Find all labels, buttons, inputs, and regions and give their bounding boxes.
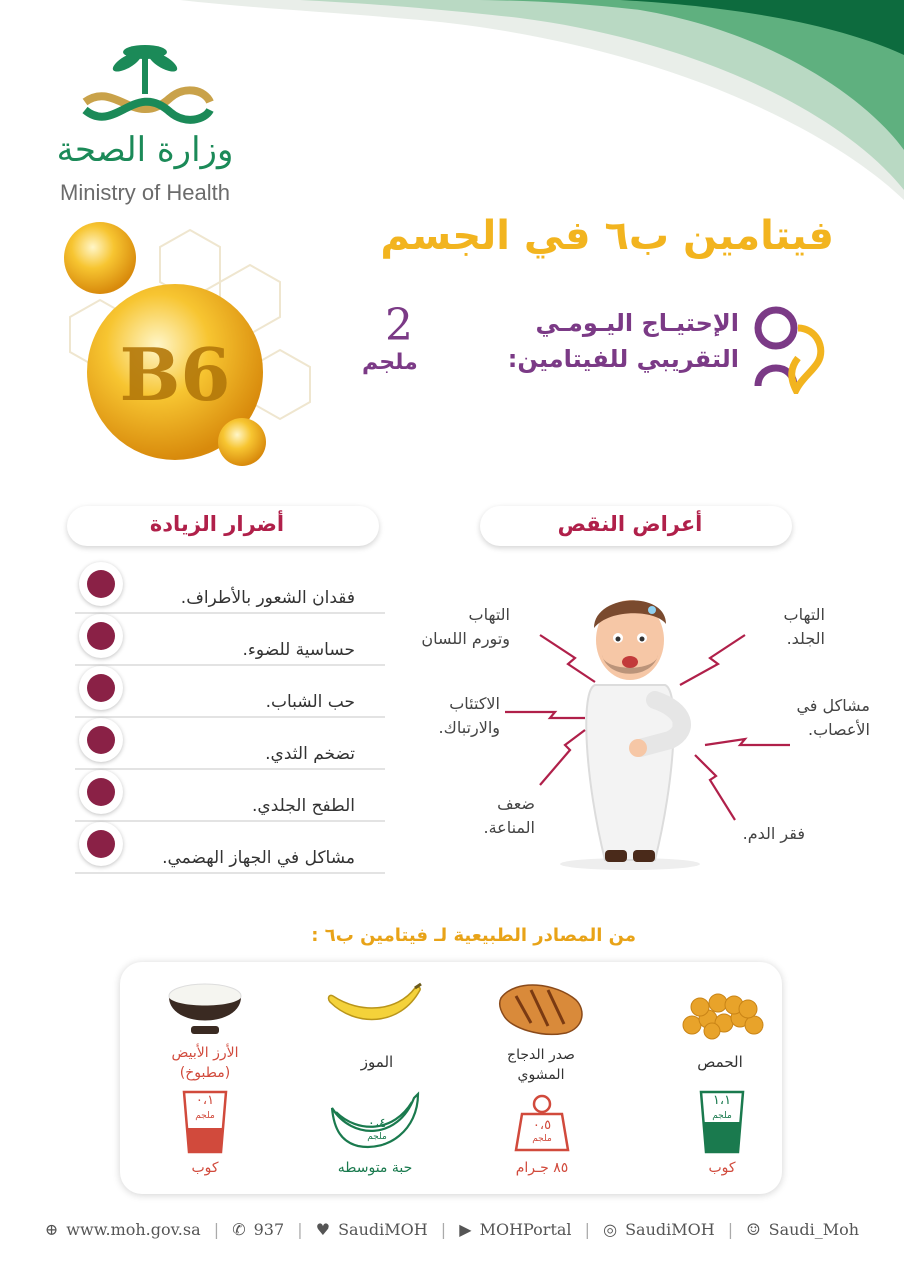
excess-item [75, 612, 385, 666]
grilled-chicken-icon [496, 978, 586, 1038]
food-amount [352, 1118, 402, 1143]
excess-item-label: حب الشباب. [265, 692, 355, 712]
deficiency-item-label: ضعف المناعة. [483, 794, 535, 837]
food-amount-unit: ملجم [195, 1111, 215, 1121]
footer-contacts: ⊕ www.moh.gov.sa | ✆ 937 | ♥ SaudiMOH | ▶ MOHPortal | ◎ SaudiMOH | ☺ Saudi_Moh [44, 1220, 860, 1239]
instagram-handle[interactable]: SaudiMOH [625, 1220, 715, 1239]
twitter-handle[interactable]: SaudiMOH [338, 1220, 428, 1239]
chickpeas-icon [672, 985, 768, 1040]
food-name: صدر الدجاج المشوي [507, 1047, 575, 1083]
deficiency-item-label: مشاكل في الأعصاب. [796, 696, 870, 739]
excess-item [75, 820, 385, 874]
food-amount [180, 1094, 230, 1123]
food-amount-value: ١،١ [712, 1093, 732, 1108]
digestive-icon [79, 822, 123, 866]
excess-item-label: فقدان الشعور بالأطراف. [180, 588, 355, 608]
rice-bowl-icon [165, 978, 245, 1040]
vitamin-b6-illustration [40, 210, 320, 480]
food-amount-unit: ملجم [712, 1111, 732, 1121]
food-name: الموز [360, 1053, 394, 1071]
food-amount-value: ٠،٥ [532, 1118, 552, 1133]
daily-dose-amount: 2 [385, 300, 413, 351]
sources-heading: من المصادر الطبيعية لـ فيتامين ب٦ : [311, 925, 636, 946]
food-amount-unit: ملجم [532, 1134, 552, 1144]
excess-item [75, 716, 385, 770]
deficiency-item-label: فقر الدم. [742, 824, 805, 843]
vitamin-badge-text: B6 [119, 332, 231, 417]
deficiency-item-label: الاكتئاب والارتباك. [438, 694, 500, 737]
breast-enlargement-icon [79, 718, 123, 762]
food-amount-value: ٠،١ [195, 1093, 215, 1108]
twitter-icon: ♥ [315, 1220, 331, 1239]
daily-need-line2: التقريبي للفيتامين: [507, 345, 739, 373]
excess-item-label: تضخم الثدي. [265, 744, 355, 764]
food-serving: ٨٥ جـرام [515, 1160, 569, 1176]
instagram-icon: ◎ [603, 1220, 618, 1239]
snapchat-icon: ☺ [746, 1220, 761, 1239]
phone-number[interactable]: 937 [253, 1220, 285, 1239]
food-amount-value: ٠،٤ [367, 1116, 387, 1131]
ministry-name-arabic: وزارة الصحة [56, 130, 234, 170]
food-name: الحمص [697, 1053, 743, 1071]
excess-item [75, 560, 385, 614]
banana-icon [325, 982, 425, 1037]
daily-dose-unit: ملجم [362, 350, 418, 375]
light-sensitivity-icon [79, 614, 123, 658]
globe-icon: ⊕ [44, 1220, 59, 1239]
ministry-name-english: Ministry of Health [60, 180, 230, 205]
food-name: الأرز الأبيض (مطبوخ) [171, 1045, 239, 1081]
cup-fill [187, 1128, 223, 1152]
food-serving: كوب [191, 1160, 219, 1176]
youtube-icon: ▶ [459, 1220, 472, 1239]
phone-icon: ✆ [232, 1220, 246, 1239]
snapchat-handle[interactable]: Saudi_Moh [768, 1220, 860, 1239]
excess-item-label: حساسية للضوء. [242, 640, 355, 660]
excess-item-label: الطفح الجلدي. [252, 796, 355, 816]
deficiency-item-label: التهاب الجلد. [783, 605, 825, 648]
food-amount-unit: ملجم [367, 1132, 387, 1142]
excess-item-label: مشاكل في الجهاز الهضمي. [162, 848, 355, 868]
cup-fill [704, 1122, 740, 1152]
excess-heading: أضرار الزيادة [149, 512, 285, 536]
website-link[interactable]: www.moh.gov.sa [66, 1220, 201, 1239]
food-serving: حبة متوسطه [337, 1160, 413, 1176]
deficiency-heading: أعراض النقص [557, 512, 703, 536]
food-amount [512, 1120, 572, 1145]
food-serving: كوب [708, 1160, 736, 1176]
ministry-logo-icon [75, 40, 215, 135]
person-icon [748, 298, 838, 394]
deficiency-item-label: التهاب وتورم اللسان [421, 605, 510, 648]
excess-item [75, 768, 385, 822]
acne-icon [79, 666, 123, 710]
excess-item [75, 664, 385, 718]
page-title: فيتامين ب٦ في الجسم [380, 213, 834, 259]
daily-need-line1: الإحتيـاج اليـومـي [535, 309, 739, 337]
skin-rash-icon [79, 770, 123, 814]
food-amount [697, 1094, 747, 1123]
numb-limbs-icon [79, 562, 123, 606]
youtube-handle[interactable]: MOHPortal [479, 1220, 572, 1239]
